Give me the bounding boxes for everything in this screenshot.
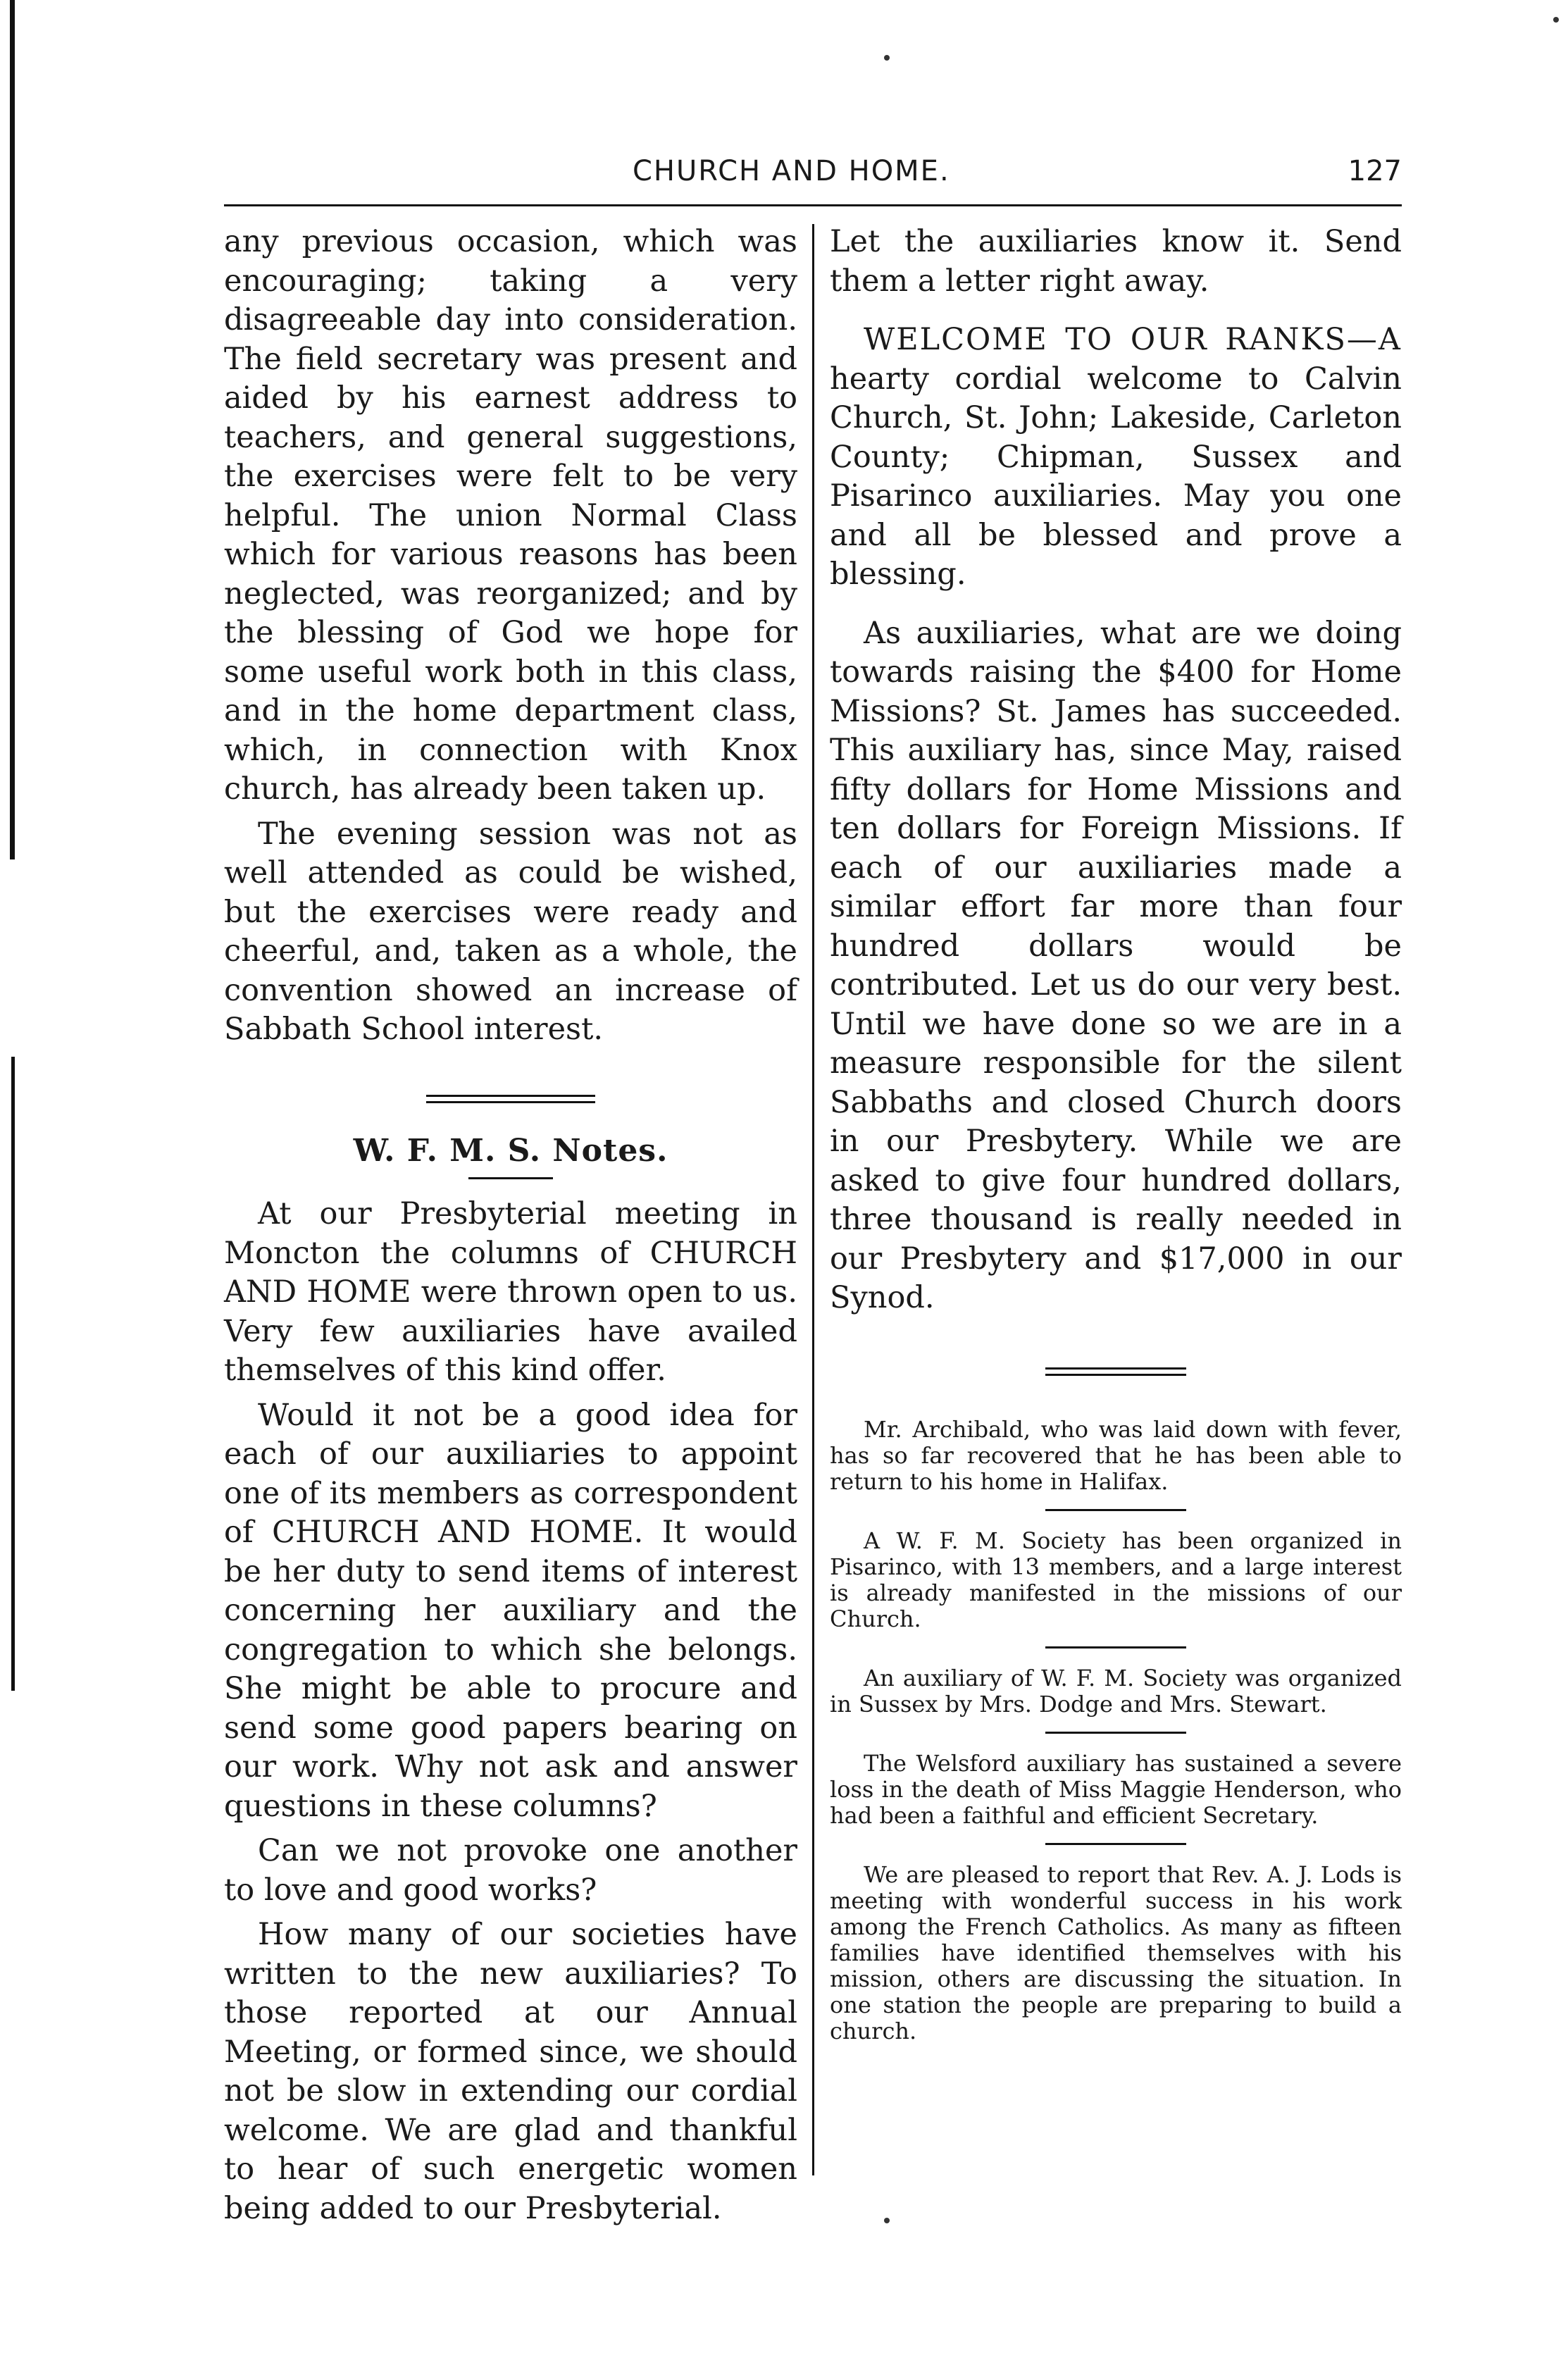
column-divider <box>812 224 814 2175</box>
welcome-lead: WELCOME TO OUR RANKS—A <box>864 322 1402 357</box>
left-edge-shadow <box>10 0 15 859</box>
note-rule <box>1045 1646 1186 1648</box>
speck <box>884 2218 890 2223</box>
right-column <box>830 223 1402 2044</box>
speck <box>884 55 890 61</box>
section-separator <box>1045 1367 1186 1376</box>
news-note: An auxiliary of W. F. M. Society was organized in Sussex by Mrs. Dodge and Mrs. Stewart. <box>830 1664 1402 1718</box>
welcome-paragraph <box>830 321 1402 595</box>
welcome-text: hearty cordial welcome to Calvin Church, St. John; Lakeside, Carleton County; Chipman, Sussex and Pisarinco auxiliaries. May you one and all be blessed and prove a blessing. <box>830 361 1402 592</box>
article-paragraph: Let the auxiliaries know it. Send them a letter right away. <box>830 224 1402 299</box>
notes-paragraph: How many of our societies have written to the new auxiliaries? To those reported at our Annual Meeting, or formed since, we should not be slow in extending our cordial welcome. We are glad and thankful to hear of such energetic women being added to our Presbyterial. <box>224 1917 797 2226</box>
note-rule <box>1045 1732 1186 1734</box>
note-rule <box>1045 1509 1186 1511</box>
header-rule <box>224 204 1402 206</box>
speck <box>1553 17 1559 23</box>
section-heading: W. F. M. S. Notes. <box>353 1132 668 1169</box>
news-note: A W. F. M. Society has been organized in Pisarinco, with 13 members, and a large interest is already manifested in the missions of our Church. <box>830 1527 1402 1632</box>
article-paragraph: any previous occasion, which was encouraging; taking a very disagreeable day into consideration. The field secretary was present and aided by his earnest address to teachers, and general suggestions, the exercises were felt to be very helpful. The union Normal Class which for various reasons has been neglected, was reorganized; and by the blessing of God we hope for some useful work both in this class, and in the home department class, which, in connection with Knox church, has already been taken up. <box>224 224 797 807</box>
notes-paragraph: Would it not be a good idea for each of our auxiliaries to appoint one of its members as correspondent of CHURCH AND HOME. It would be her duty to send items of interest concerning her auxiliary and the congregation to which she belongs. She might be able to procure and send some good papers bearing on our work. Why not ask and answer questions in these columns? <box>224 1397 797 1824</box>
left-column <box>224 223 797 2228</box>
notes-paragraph: Can we not provoke one another to love and good works? <box>224 1833 797 1908</box>
news-note: Mr. Archibald, who was laid down with fever, has so far recovered that he has been able to return to his home in Halifax. <box>830 1415 1402 1495</box>
page-number: 127 <box>1348 155 1402 187</box>
news-note: We are pleased to report that Rev. A. J. Lods is meeting with wonderful success in his work among the French Catholics. As many as fifteen families have identified themselves with his mission, others are discussing the situation. In one station the people are preparing to build a church. <box>830 1861 1402 2044</box>
section-separator <box>426 1095 595 1103</box>
news-note: The Welsford auxiliary has sustained a severe loss in the death of Miss Maggie Henderson, who had been a faithful and efficient Secretary. <box>830 1749 1402 1829</box>
notes-paragraph: At our Presbyterial meeting in Moncton the columns of CHURCH AND HOME were thrown open to us. Very few auxiliaries have availed themselves of this kind offer. <box>224 1196 797 1388</box>
article-paragraph: As auxiliaries, what are we doing towards raising the $400 for Home Missions? St. James has succeeded. This auxiliary has, since May, raised fifty dollars for Home Missions and ten dollars for Foreign Missions. If each of our auxiliaries made a similar effort far more than four hundred dollars would be contributed. Let us do our very best. Until we have done so we are in a measure responsible for the silent Sabbaths and closed Church doors in our Presbytery. While we are asked to give four hundred dollars, three thousand is really needed in our Presbytery and $17,000 in our Synod. <box>830 615 1402 1315</box>
article-paragraph: The evening session was not as well attended as could be wished, but the exercises were ready and cheerful, and, taken as a whole, the convention showed an increase of Sabbath School interest. <box>224 816 797 1047</box>
left-edge-shadow-lower <box>11 1057 15 1691</box>
running-title: CHURCH AND HOME. <box>633 155 950 187</box>
page-header <box>224 151 1402 200</box>
note-rule <box>1045 1843 1186 1845</box>
heading-rule <box>468 1177 553 1179</box>
